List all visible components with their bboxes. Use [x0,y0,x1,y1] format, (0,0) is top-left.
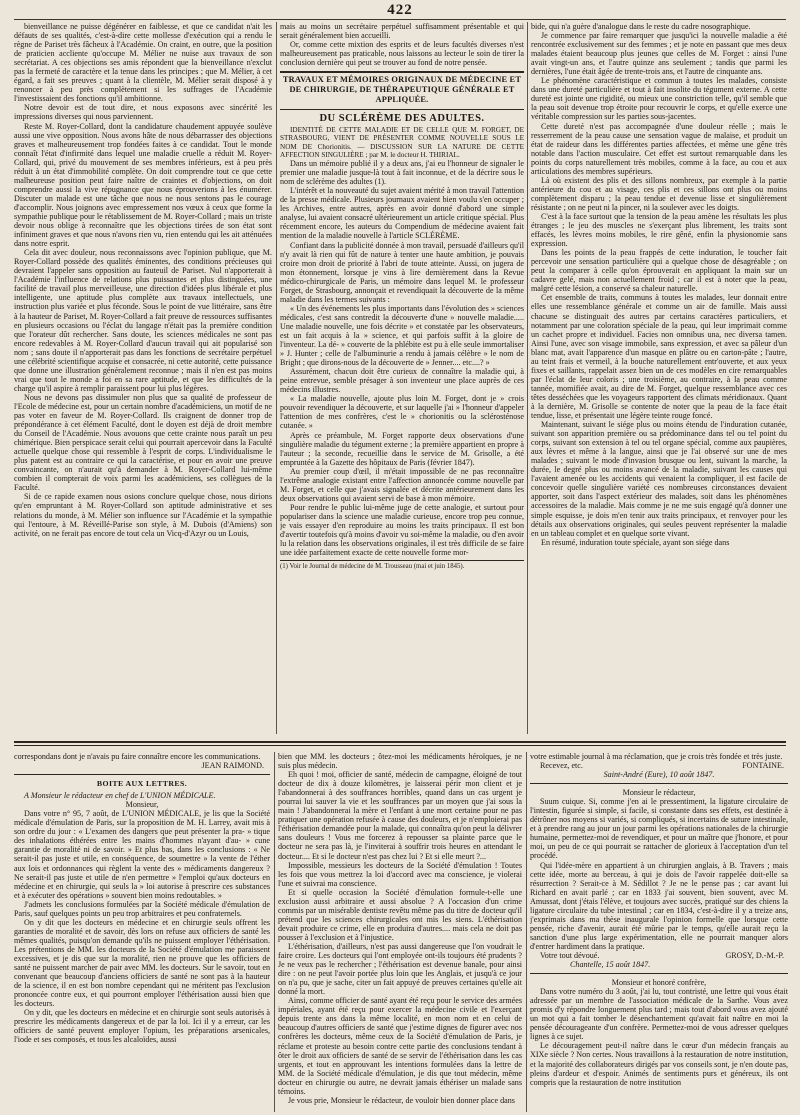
article-title: DU SCLÉRÈME DES ADULTES. [319,113,485,125]
paragraph: Cet ensemble de traits, communs à toutes les malades, leur donnait entre elles une ressemblance générale et comme un air de famille. Mais aussi chacune se distinguait des autres par certains caractères particuliers, et notamment par une coloration spéciale de la peau, qui leur imprimait comme un cachet propre et individuel. Facies non omnibus una, nec diversa tamen. Ainsi l'une, avec son visage immobile, sans expression, et avec sa pâleur d'un blanc mat, avait l'apparence d'un masque en plâtre ou en carton-pâte ; l'autre, au teint frais et vermeil, à la bouche naturellement entr'ouverte, et aux yeux fixes et saillants, rappelait assez bien un de ces modèles en cire remarquables par l'éclat de leur coloris ; une troisième, au contraire, à la peau comme tannée, momifiée avait, au dire de M. Forget, quelque ressemblance avec ces têtes desséchées que les voyageurs rapportent des climats méridionaux. Quant à la dernière, M. Grisolle se contente de noter que la peau de la face était tendue, lisse, et présentait une légère teinte rouge foncé. [531,293,787,421]
paragraph: Qui l'idée-mère en appartient à un chirurgien anglais, à B. Travers ; mais cette idée, morte au berceau, à qui je dois de l'avoir rappelée doit-elle sa résurrection ? Serait-ce à M. Sédillot ? Je ne le pense pas ; car avant lui Richard en avait parlé ; car en 1833 j'ai souvent, bien souvent, avec M. Amussat, dont j'étais l'élève, et toujours avec succès, pratiqué sur des chiens la ligature circulaire du tube intestinal ; car en 1834, c'est-à-dire il y a treize ans, j'exprimais dans ma thèse inaugurale l'opinion formelle que lorsque cette pensée, riche d'avenir, aurait été mûrie par le temps, qu'elle aurait reçu la sanction d'une plus large expérimentation, elle ne pourrait manquer alors d'entrer hardiment dans la pratique. [530,860,788,951]
closing: Recevez, etc. [540,761,583,771]
section-title: TRAVAUX ET MÉMOIRES ORIGINAUX DE MÉDECINE ET DE CHIRURGIE, DE THÉRAPEUTIQUE GÉNÉRALE ET APPLIQUÉE. [282,75,522,105]
quote: « Un des événements les plus importants dans l'évolution des » sciences médicales, c'est sans contredit la découverte d'une » nouvelle maladie..... Une maladie nouvelle, une fois décrite » et constatée par les observateurs, est un fait acquis à la » science, et qui parfois suffit à la gloire de l'inventeur. La dé- » couverte de la phlébite est pu à elle seule immortaliser » J. Hunter ; celle de l'albuminurie a rendu à jamais célèbre » le nom de Bright ; que dirons-nous de la découverte de » Jenner.... etc....? » [280,303,524,368]
signature: JEAN RAIMOND. [201,761,264,771]
header-rule [14,19,786,20]
column-divider [276,22,277,734]
paragraph: Assurément, chacun doit être curieux de connaître la maladie qui, à peine entrevue, semble présager à son inventeur une place auprès de ces médecins illustres. [280,367,524,395]
paragraph: Je commence par faire remarquer que jusqu'ici la nouvelle maladie a été rencontrée exclusivement sur des femmes ; et je note en passant que mes deux malades étaient beaucoup plus jeunes que celles de M. Forget : ainsi l'une avait vingt-un ans, et l'autre quinze ans seulement ; tandis que parmi les dernières, l'une était âgée de trente-trois ans, et l'autre de cinquante ans. [531,31,787,77]
signature: FONTAINE. [742,761,784,771]
bottom-column-left [14,752,270,1112]
section-rule [280,109,524,110]
salutation: A Monsieur le rédacteur en chef de L'UNION MÉDICALE. [24,791,216,801]
closing: Votre tout dévoué. [540,950,600,960]
paragraph: Maintenant, suivant le siége plus ou moins étendu de l'induration cutanée, suivant son apparition première ou sa prédominance dans tel ou tel point du corps, suivant son extension à tel ou tel organe spécial, comme aux paupières, aux lèvres et même à la langue, ainsi que je l'ai observé sur une de mes malades ; suivant le mode d'invasion brusque ou lent, suivant la marche, la durée, le degré plus ou moins avancé de la maladie, suivant les causes qui l'avaient amenée ou les accidents qui venaient la compliquer, il est facile de concevoir quelle singulière variété ces nombreuses circonstances devaient apporter, soit dans l'aspect extérieur des malades, soit dans les phénomènes accessoires de la maladie. Mais comme je ne me suis engagé qu'à donner une simple esquisse, je dois m'en tenir aux traits principaux, et renvoyer pour les détails aux observations originales, qui seules peuvent représenter la maladie en un tableau complet et en quelque sorte vivant. [531,420,787,538]
column-right [531,22,787,730]
paragraph: En résumé, induration toute spéciale, ayant son siége dans [541,537,730,547]
paragraph: votre estimable journal à ma réclamation, que je crois très fondée et très juste. [530,752,783,761]
paragraph: On y dit, que les docteurs en médecine et en chirurgie sont seuls autorisés à prescrire les médicaments dangereux et de par la loi. Ici il y a erreur, car les officiers de santé peuvent employer l'opium, les préparations arsenicales, l'iode et ses composés, et tous les alcaloïdes, aussi [14,1008,270,1045]
column-left [14,22,272,730]
salutation: Monsieur, [125,800,159,810]
rule [530,783,788,784]
article-subtitle: IDENTITÉ DE CETTE MALADIE ET DE CELLE QUE M. FORGET, DE STRASBOURG, VIENT DE PRÉSENTER COMME NOUVELLE SOUS LE NOM DE Chorionitis. — DISCUSSION SUR LA NATURE DE CETTE AFFECTION SINGULIÈRE ; par M. le docteur H. THIRIAL. [280,126,524,159]
rule [530,973,788,974]
paragraph: On y dit que les docteurs en médecine et en chirurgie seuls offrent les garanties de moralité et de savoir, dès lors on refuse aux officiers de santé les mêmes qualités, puisqu'on demande qu'ils ne puissent employer l'éthérisation. Les prétentions de MM. les docteurs de la Société d'émulation me paraissent excessives, et je dis que sur la moralité, rien ne prouve que les officiers de santé ne puissent marcher de pair avec MM. les docteurs. Sur le savoir, tout en convenant que beaucoup d'anciens officiers de santé ne sont pas à la hauteur de la science, il en est bon nombre cependant qui ne méritent pas l'exclusion prononcée contre eux, et qui pourront employer l'éthérisation aussi bien que les docteurs. [14,917,270,1009]
column-divider [527,22,528,734]
paragraph: Après ce préambule, M. Forget rapporte deux observations d'une singulière maladie du tégument externe ; la première appartient en propre à l'auteur ; la seconde, recueillie dans le service de M. Grisolle, a été empruntée à la Gazette des hôpitaux de Paris (février 1847). [280,430,524,467]
rule [14,774,270,775]
paragraph: Cela dit avec douleur, nous reconnaissons avec l'opinion publique, que M. Royer-Collard possède des qualités éminentes, des conditions précieuses qui devraient l'appeler sans opposition au fauteuil de Pariset. Nul n'apporterait à l'Académie l'influence de relations plus puissantes et plus distinguées, une facilité de travail plus merveilleuse, une direction d'idées plus libérale et plus intelligente, une aptitude plus complète aux travaux intellectuels, une instruction plus variée et plus féconde. Sous le point de vue littéraire, sans être à la hauteur de Pariset, M. Royer-Collard a fait preuve de ressources suffisantes en plusieurs occasions ou l'éclat du langage n'était pas la première condition que l'orateur dût rechercher. Sans doute, les sciences médicales ne sont pas encore redevables à M. Royer-Collard d'aucun travail qui ait popularisé son nom ; sans doute il n'apporterait pas dans les fonctions de secrétaire perpétuel une célébrité scientifique acquise et consacrée, ni cette autorité, cette puissance que donne une illustration généralement reconnue ; mais il n'en est pas moins vrai que tout le monde a foi en sa rare aptitude, et que les difficultés de la charge qu'il aspire à remplir paraissent pour lui plus légères. [14,248,272,393]
paragraph: mais au moins un secrétaire perpétuel suffisamment présentable et qui serait généralement bien accueilli. [280,22,524,41]
paragraph: Dans votre n° 95, 7 août, de L'UNION MÉDICALE, je lis que la Société médicale d'émulation de Paris, sur la proposition de M. H. Larrey, avait mis à son ordre du jour : « L'examen des dangers que peut présenter la pra- » tique des inhalations éthérées entre les mains d'hommes n'ayant d'au- » cune garantie de moralité ni de savoir. » Et plus bas, dans les conclusions : « Ne serait-il pas juste et utile, en conséquence, de soumettre » la vente de l'éther aux lois et ordonnances qui règlent la vente des » médicaments dangereux ? Ne serait-il pas juste et utile de n'en permettre » l'emploi qu'aux docteurs en médecine et en chirurgie, qui seuls la » loi autorise à prescrire ces substances et à exécuter des opérations » souvent bien moins redoutables. » [14,809,270,900]
paragraph: Dans les points de la peau frappés de cette induration, le toucher fait percevoir une sensation particulière qui a quelque chose de désagréable ; on peut la comparer à celle qu'on éprouverait en appliquant la main sur un cadavre gelé, mais non actuellement froid ; car il est à noter que la peau, malgré cette lésion, a conservé sa chaleur naturelle. [531,248,787,294]
column-divider [274,752,275,1112]
bottom-column-right [530,752,788,1112]
paragraph: Et si quelle occasion la Société d'émulation formule-t-elle une exclusion aussi arbitraire et aussi absolue ? A l'occasion d'un crime commis par un misérable dentiste revêtu même pas du titre de docteur qu'il prétend que les sciences chirurgicales ont mis les siens. L'éthérisation devait produire ce crime, elle en produira d'autres.... mais cela ne doit pas pousser à l'exclusion et à l'injustice. [278,887,522,942]
paragraph: Eh quoi ! moi, officier de santé, médecin de campagne, éloigné de tout docteur de dix à douze kilomètres, je laisserai périr mon client et je l'abandonnerai à des souffrances horribles, quand dans un cas urgent je pourrai lui sauver la vie et les souffrances par un moyen que j'ai sous la main ! J'abandonnerai la mère et l'enfant à une mort certaine pour ne pas pratiquer une opération refusée à cause des douleurs, et je n'emploierai pas l'éthérisation demandée pour la malade, qui connaîtra qu'on peut la délivrer sans douleurs ! Vous me forcerez à repousser sa plainte parce que le docteur ne sera pas là, je l'inviterai à souffrir trois heures en attendant le docteur.... Et si le docteur n'est pas chez lui ? Et si elle meurt ?... [278,770,522,861]
column-middle [280,22,524,730]
paragraph: Nous ne devons pas dissimuler non plus que sa qualité de professeur de l'Ecole de médecine est, pour un certain nombre d'académiciens, un motif de ne pas voter en faveur de M. Royer-Collard. Ils craignent de donner trop de prépondérance à cet élément Faculté, dont le doyen est déjà de droit membre du Conseil de l'Académie. Nous avouons que cette crainte nous paraît un peu chimérique. Bien perspicace serait celui qui pourrait apercevoir dans la Faculté actuelle quelque chose qui ressemble à l'esprit de corps. L'individualisme le plus patent est au contraire ce qui la caractérise, et pour en avoir une preuve convaincante, on n'aurait qu'à demander à M. Royer-Collard lui-même combien il compterait de voix parmi les académiciens, ses collègues de la Faculté. [14,392,272,493]
paragraph: Pour rendre le public lui-même juge de cette analogie, et surtout pour populariser dans la science une maladie curieuse, encore trop peu connue, je vais essayer d'en reproduire au moins les traits principaux. Il est bon d'avertir toutefois qu'à moins d'avoir vu soi-même la maladie, ou d'en avoir lu la relation dans les observations originales, il est très difficile de se faire une idée parfaitement exacte de cette nouvelle forme mor- [280,502,524,558]
salutation: Monsieur et honoré confrère, [611,978,707,988]
signature-line [530,761,788,770]
paragraph: Dans un mémoire publié il y a deux ans, j'ai eu l'honneur de signaler le premier une maladie jusque-là tout à fait inconnue, et de la décrire sous le nom de sclérème des adultes (1). [280,159,524,187]
signature-line [530,951,788,960]
paragraph: Or, comme cette mixtion des esprits et de leurs facultés diverses n'est malheureusement pas praticable, nous laissons au lecteur le soin de tirer la conclusion dernière qui peut se trouver au fond de notre pensée. [280,40,524,68]
dateline: Saint-André (Eure), 10 août 1847. [603,770,715,780]
quote: « La maladie nouvelle, ajoute plus loin M. Forget, dont je » crois pouvoir revendiquer la découverte, et sur laquelle j'ai » l'honneur d'appeler l'attention de mes confrères, c'est le » chorionitis ou la sclérosténose cutanée. » [280,394,524,431]
paragraph: Notre devoir est de tout dire, et nous exposons avec sincérité les impressions diverses qui nous parviennent. [14,103,272,122]
salutation: Monsieur le rédacteur, [622,788,696,798]
dateline: Chantelle, 15 août 1847. [570,960,651,970]
paragraph: Suum cuique. Si, comme j'en ai le pressentiment, la ligature circulaire de l'intestin, figurée si simple, si facile, si constante dans ses effets, est destinée à détrôner nos moyens si variés, si compliqués, si incertains de suture intestinale, et à prendre rang au jour un jour parmi les opérations nationales de la chirurgie humaine, permettez-moi de revendiquer, et pour un maître que j'honore, et pour moi, un peu de ce qui pourrait se rattacher de glorieux à l'acceptation d'un tel procédé. [530,797,788,861]
paragraph: Là où existent des plis et des sillons nombreux, par exemple à la partie antérieure du cou et au visage, ces plis et ces sillons ont plus ou moins complètement disparu ; la peau tendue et devenue lisse et singulièrement résistante ; on ne peut ni la pincer, ni la soulever avec les doigts. [531,175,787,212]
paragraph: bienveillance ne puisse dégénérer en faiblesse, et que ce candidat n'ait les défauts de ses qualités, c'est-à-dire cette mollesse d'exécution qui a rendu le règne de Pariset très fâcheux à l'Académie. On craint, en outre, que la position de praticien accliente qu'occupe M. Mélier ne nuise aux travaux de son secrétariat. A ces objections ses amis répondent que la bienveillance n'exclut pas la fermeté de caractère et la tenue dans les principes ; que M. Mélier, à cet égard, a fait ses preuves ; quant à la clientèle, M. Mélier serait disposé à y renoncer à peu près complètement si les suffrages de l'Académie l'investissaient des fonctions qu'il ambitionne. [14,22,272,104]
signature: GROSY, D.-M.-P. [725,950,784,960]
paragraph: bide, qui n'a guère d'analogue dans le reste du cadre nosographique. [531,22,751,31]
paragraph: L'intérêt et la nouveauté du sujet avaient mérité à mon travail l'attention de la presse médicale. Plusieurs journaux avaient bien voulu s'en occuper ; les Archives, entre autres, après en avoir donné d'abord une simple analyse, lui avaient consacré ultérieurement un article critique spécial. Plus récemment encore, les auteurs du Compendium de médecine avaient fait mention de la maladie nouvelle à l'article SCLÉRÈME. [280,186,524,241]
paragraph: Le phénomène caractéristique et commun à toutes les malades, consiste dans une dureté particulière et tout à fait insolite du tégument externe. A cette dureté est jointe une rigidité, ou mieux une constriction telle, qu'il semble que la peau soit devenue trop étroite pour recouvrir le corps, et qu'elle exerce une véritable compression sur les parties sous-jacentes. [531,76,787,122]
paragraph: Le découragement peut-il naître dans le cœur d'un médecin français au XIXe siècle ? Non certes. Nous travaillons à la restauration de notre institution, et la majorité des collaborateurs dirigés par vos conseils sont, je n'en doute pas, pleins d'ardeur et d'espoir. Animés de sentiments purs et généreux, ils ont compris que la restauration de notre institution [530,1041,788,1087]
paragraph: L'éthérisation, d'ailleurs, n'est pas aussi dangereuse que l'on voudrait le faire croire. Les docteurs qui l'ont employée ont-ils toujours été prudents ? Je ne veux pas le rechercher ; l'éthérisation est devenue banale, pour ainsi dire : on ne peut l'avoir portée plus loin que les Anglais, et jusqu'à ce jour on n'a pu, que je sache, citer un fait appuyé de preuves certaines qu'elle ait donné la mort. [278,941,522,997]
paragraph: Impossible, messieurs les docteurs de la Société d'émulation ! Toutes les fois que vous mettrez la loi d'accord avec ma conscience, je violerai l'une et suivrai ma conscience. [278,860,522,888]
paragraph: Je vous prie, Monsieur le rédacteur, de vouloir bien donner place dans [288,1095,515,1105]
paragraph: bien que MM. les docteurs ; ôtez-moi les médicaments héroïques, je ne suis plus médecin. [278,752,522,771]
paragraph: correspondans dont je n'avais pu faire connaître encore les communications. [14,752,261,761]
paragraph: Cette dureté n'est pas accompagnée d'une douleur réelle ; mais le resserrement de la peau cause une sensation vague de malaise, et produit un état de raideur dans les différentes parties affectées, et même une gêne très notable dans l'action musculaire. Cet effet est surtout remarquable dans les points du corps naturellement très mobiles, comme à la face, au cou et aux articulations des membres supérieurs. [531,121,787,176]
feuilleton-rule [14,745,786,746]
paragraph: Dans votre numéro du 3 août, j'ai lu, tout contristé, une lettre qui vous était adressée par un membre de l'association médicale de la Sarthe. Vous avez promis d'y répondre longuement plus tard ; mais tout d'abord vous avez ajouté un mot qui a fait tomber le désenchantement qu'avait fait naître en moi la pensée décourageante d'un confrère. Permettez-moi de vous adresser quelques lignes à ce sujet. [530,987,788,1042]
footnote: (1) Voir le Journal de médecine de M. Trousseau (mai et juin 1845). [280,560,524,571]
bottom-column-middle [278,752,522,1112]
paragraph: Au premier coup d'œil, il m'était impossible de ne pas reconnaître l'extrême analogie existant entre l'affection annoncée comme nouvelle par M. Forget, et celle que j'avais signalée et décrite antérieurement dans les deux observations qui avaient servi de base à mon mémoire. [280,466,524,503]
column-divider [526,752,527,1112]
paragraph: Si de ce rapide examen nous osions conclure quelque chose, nous dirions qu'en empruntant à M. Royer-Collard son aptitude administrative et ses relations du monde, à M. Mélier son influence sur l'Académie et la sympathie qui l'entoure, à M. Réveillé-Parise son style, à M. Dubois (d'Amiens) son activité, on ne ferait pas encore de tout cela un Vicq-d'Azyr ou un Louis, [14,492,272,538]
section-rule [280,71,524,73]
box-title: BOITE AUX LETTRES. [96,779,188,789]
page-number: 422 [387,2,413,18]
paragraph: C'est à la face surtout que la tension de la peau amène les résultats les plus étranges ; le jeu des muscles ne s'exerçant plus librement, les traits sont effacés, les lèvres moins mobiles, le rire gêné, enfin la physionomie sans expression. [531,211,787,249]
paragraph: J'admets les conclusions formulées par la Société médicale d'émulation de Paris, sauf quelques points un peu trop arbitraires et peu confraternels. [14,899,270,918]
paragraph: Reste M. Royer-Collard, dont la candidature chaudement appuyée soulève aussi une vive opposition. Nous avons hâte de nous débarrasser des objections graves et malheureusement trop fondées faites à ce candidat. Tout le monde connaît l'état d'infirmité dans lequel une maladie cruelle a réduit M. Royer-Collard, qui, privé du mouvement de ses membres inférieurs, est à peu près réduit à un état d'immobilité complète. On doit comprendre tout ce que cette malheureuse position peut faire naître de craintes et d'objections, on doit comprendre aussi la vive répugnance que nous éprouverions à les énumérer. Discuter un malade est une tâche que nous ne nous sentons pas le courage d'accomplir. Nous joignons avec empressement nos vœux à ceux que forme la sympathie publique pour le rétablissement de M. Royer-Collard ; mais un triste devoir nous oblige à reconnaître que les objections tirées de son état sont infiniment graves et que nous n'avons rien vu, rien entendu qui les ait atténuées dans notre esprit. [14,121,272,249]
paragraph: Ainsi, comme officier de santé ayant été reçu pour le service des armées impériales, ayant été reçu pour exercer la médecine civile et l'exerçant depuis trente ans dans la même localité, en mon nom et en celui de beaucoup d'autres officiers de santé que j'estime dignes de figurer avec nos confrères les docteurs, même ceux de la Société d'émulation de Paris, je réclame et proteste au besoin contre cette partie des conclusions tendant à ôter le droit aux officiers de santé de se servir de l'éthérisation dans les cas urgents, et tout en approuvant les intentions formulées dans la lettre de MM. de la Société médicale d'émulation, je dis que tout médecin, même docteur en chirurgie ou autre, ne devrait jamais éthériser un malade sans témoins. [278,996,522,1096]
paragraph: Confiant dans la publicité donnée à mon travail, persuadé d'ailleurs qu'il n'y avait là rien qui fût de nature à tenter une haute ambition, je pouvais croire mon droit de priorité à l'abri de toute atteinte. Aussi, on jugera de mon étonnement, lorsque je vins à lire dernièrement dans la Revue médico-chirurgicale de Paris, un mémoire dans lequel M. le professeur Forget, de Strasbourg, annonçait et revendiquait la découverte de la même maladie dans les termes suivants : [280,240,524,304]
feuilleton-rule [14,741,786,743]
